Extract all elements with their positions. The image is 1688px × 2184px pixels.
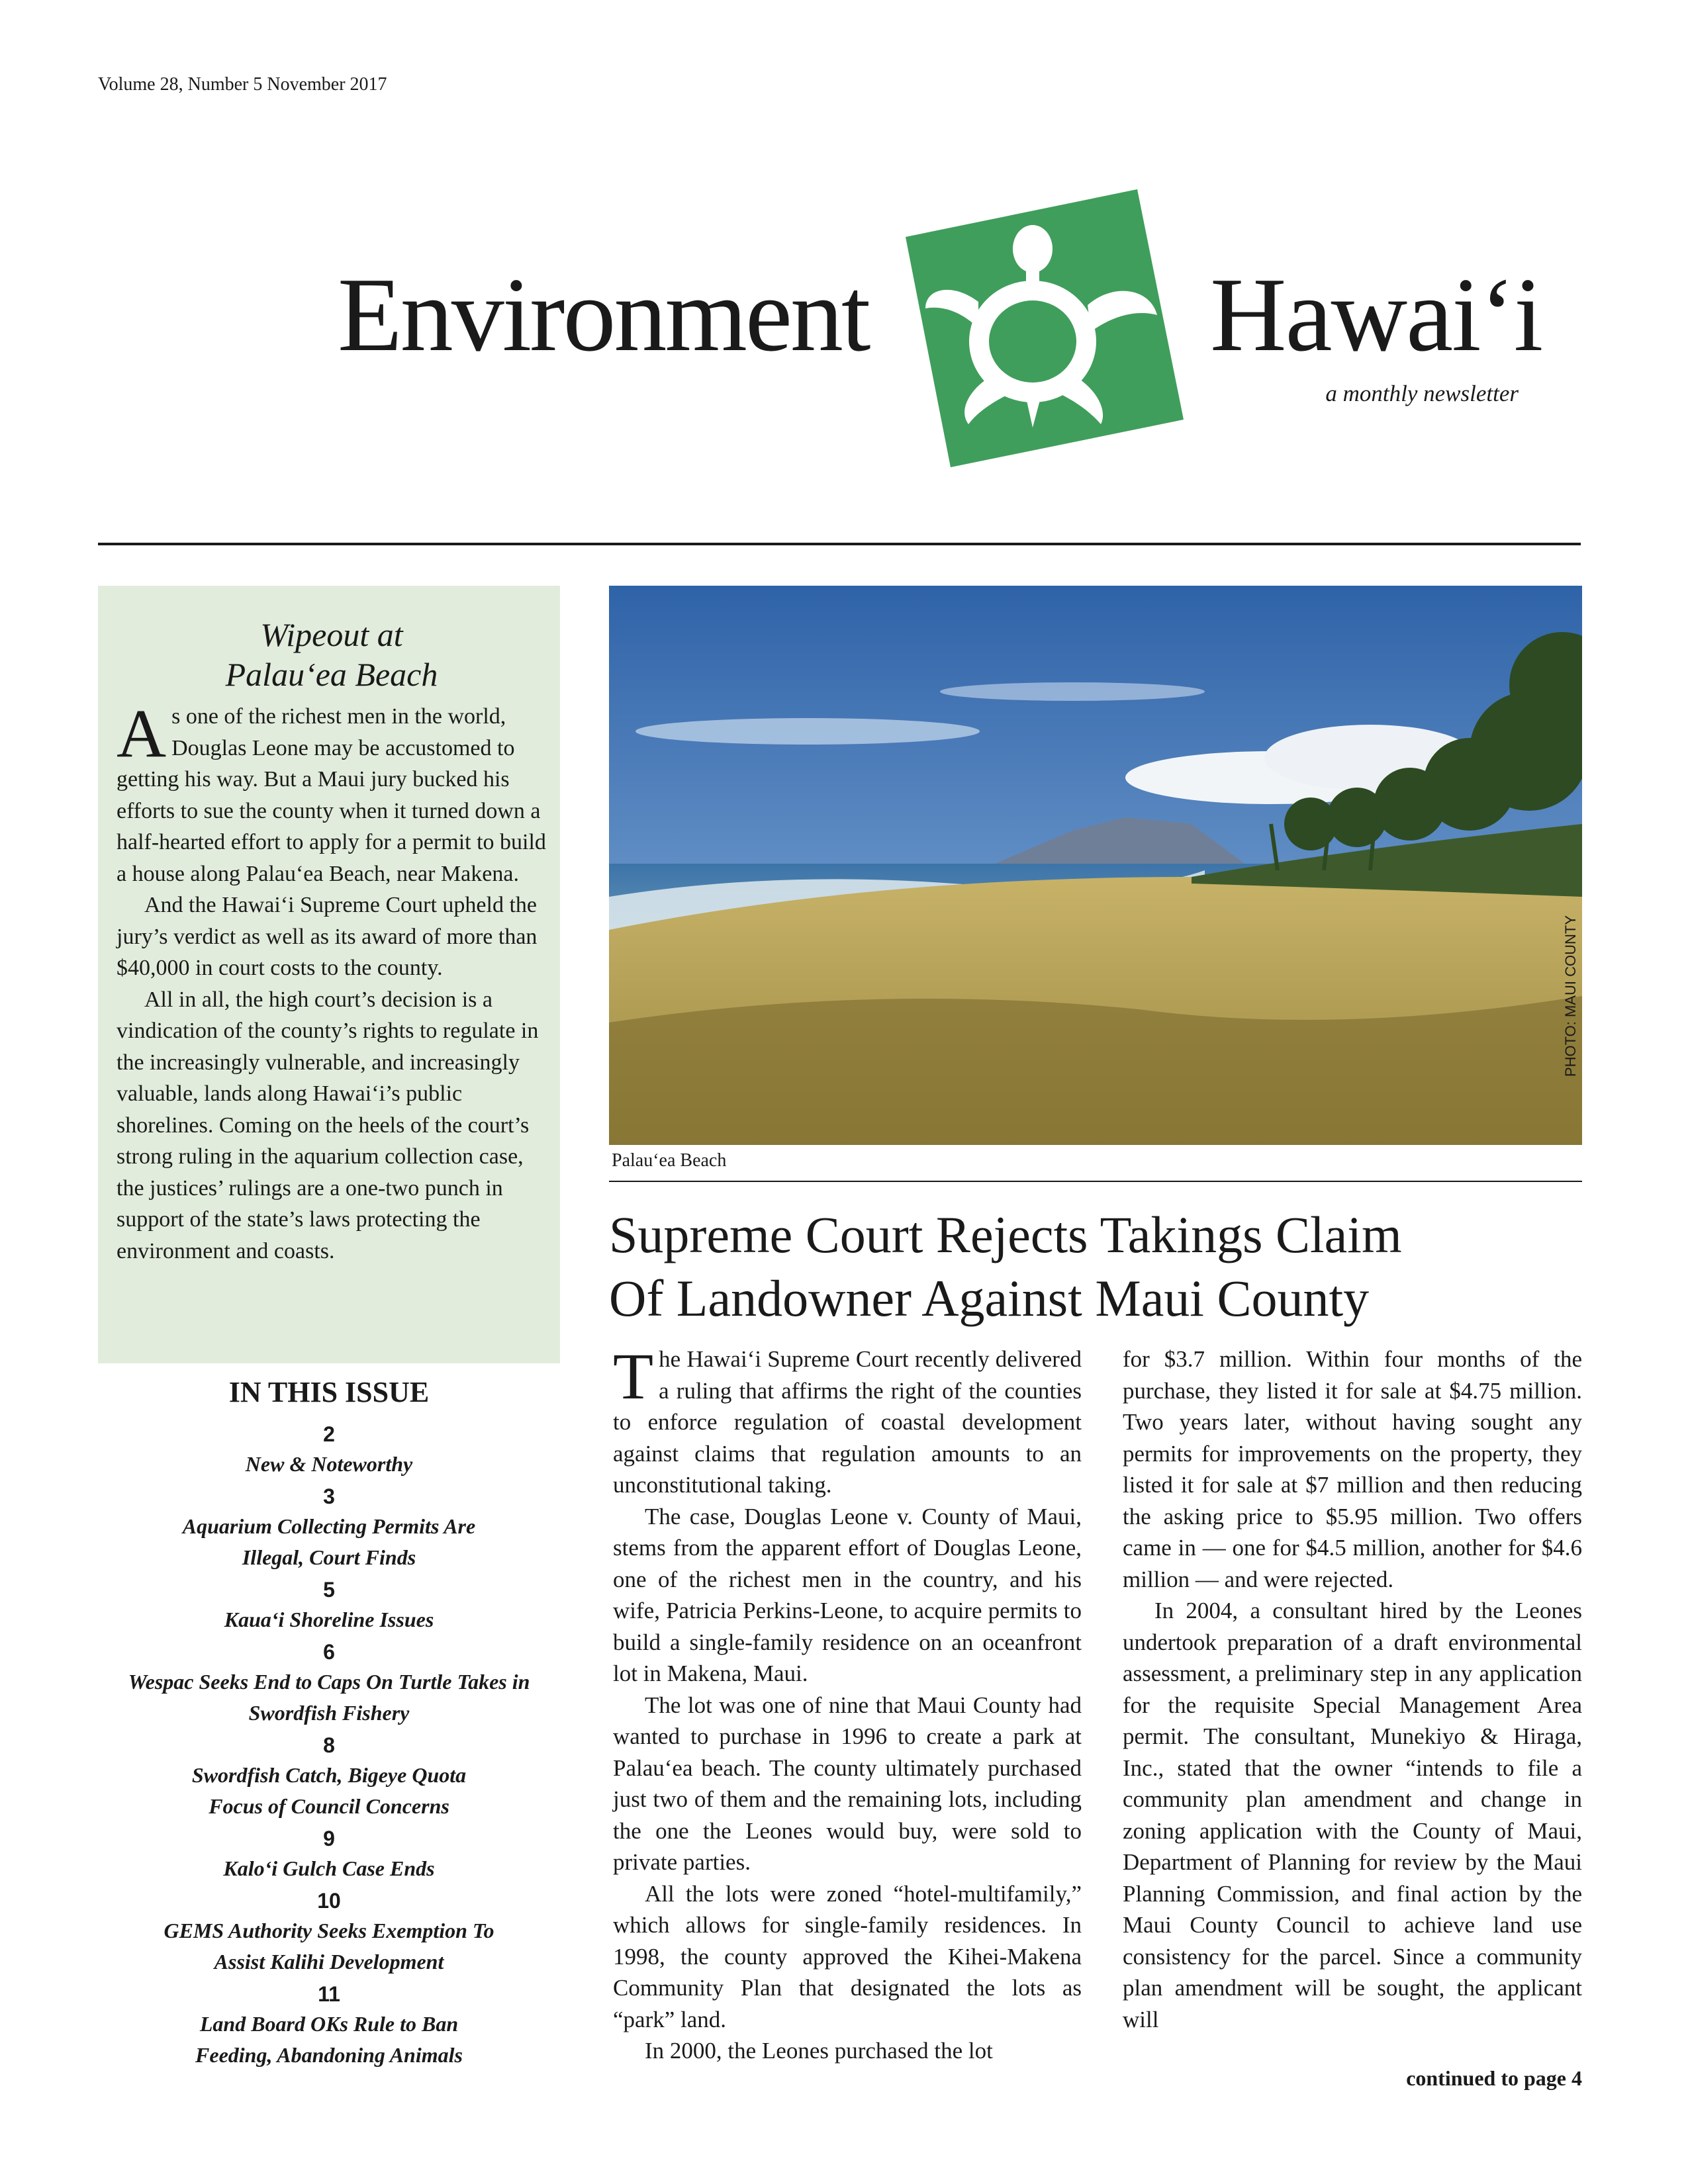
issue-page-number: 5 [323, 1578, 335, 1602]
issue-info: Volume 28, Number 5 November 2017 [98, 74, 387, 95]
sidebar-title-line: Palau‘ea Beach [225, 656, 438, 693]
drop-cap: T [613, 1340, 654, 1413]
tagline: a monthly newsletter [1325, 381, 1519, 406]
issue-page-number: 2 [323, 1422, 335, 1446]
photo-caption: Palau‘ea Beach [612, 1150, 727, 1171]
issue-page-number: 10 [317, 1889, 341, 1913]
sidebar-paragraph: And the Hawai‘i Supreme Court upheld the jury’s verdict as well as its award of more than $40,000 in court costs to the county. [117, 893, 538, 980]
in-this-issue [98, 1375, 560, 2073]
issue-title: Kalo‘i Gulch Case Ends [223, 1856, 435, 1880]
article-paragraph: for $3.7 million. Within four months of the purchase, they listed it for sale at $4.75 million. Two years later, without having sought any permits for improvements on the property, they listed it for sale at $7 million and then reducing the asking price to $5.95 million. Two offers came in — one for $4.5 million, another for $4.6 million — and were rejected. [1123, 1346, 1582, 1592]
article-column-2 [1123, 1343, 1582, 2035]
article-paragraph: In 2004, a consultant hired by the Leones undertook preparation of a draft environmental assessment, a preliminary step in any application for the requisite Special Management Area permit. The consultant, Munekiyo & Hiraga, Inc., stated that the owner “intends to file a community plan amendment and change in zoning application with the County of Maui, Department of Planning for review by the Maui Planning Commission, and final action by the Maui County Council to achieve land use consistency for the parcel. Since a community plan amendment will be sought, the applicant will [1123, 1598, 1582, 2032]
article-paragraph: In 2000, the Leones purchased the lot [645, 2038, 993, 2064]
sidebar-title-line: Wipeout at [260, 616, 403, 653]
sidebar-box [98, 586, 560, 1363]
masthead-title-left: Environment [338, 255, 869, 373]
issue-title: Kaua‘i Shoreline Issues [224, 1608, 434, 1631]
article-paragraph: All the lots were zoned “hotel-multifamily,” which allows for single-family residences. In 1998, the county approved the Kihei-Makena Community Plan that designated the lots as “park” land. [613, 1880, 1082, 2032]
issue-page-number: 8 [323, 1733, 335, 1757]
issue-page-number: 3 [323, 1484, 335, 1508]
issue-item[interactable] [98, 1482, 560, 1573]
drop-cap: A [117, 696, 167, 772]
issue-title: Aquarium Collecting Permits Are Illegal, Court Finds [182, 1514, 476, 1569]
sidebar-paragraph: All in all, the high court’s decision is a vindication of the county’s rights to regulate in the increasingly vulnerable, and increasingly valuable, lands along Hawai‘i’s public shorelines. Coming on the heels of the court’s strong ruling in the aquarium collection case, the justices’ rulings are a one-two punch in support of the state’s laws protecting the environment and coasts. [117, 987, 539, 1263]
issue-item[interactable] [98, 1420, 560, 1480]
headline-line: Of Landowner Against Maui County [609, 1269, 1370, 1327]
photo-credit [1558, 841, 1584, 1152]
masthead-divider [98, 543, 1581, 545]
article-paragraph: The case, Douglas Leone v. County of Maui, stems from the apparent effort of Douglas Leone, one of the richest men in the country, and his wife, Patricia Perkins-Leone, to acquire permits to build a single-family residence on an oceanfront lot in Makena, Maui. [613, 1503, 1082, 1686]
in-this-issue-heading: IN THIS ISSUE [228, 1376, 430, 1408]
issue-item[interactable] [98, 1886, 560, 1978]
issue-item[interactable] [98, 1637, 560, 1729]
article-headline [609, 1203, 1582, 1330]
issue-page-number: 6 [323, 1640, 335, 1664]
masthead-title-right: Hawai‘i [1210, 255, 1542, 373]
issue-item[interactable] [98, 1824, 560, 1884]
continued-link[interactable]: continued to page 4 [1406, 2066, 1582, 2090]
sidebar-paragraph: As one of the richest men in the world, Douglas Leone may be accustomed to getting his way. But a Maui jury bucked his efforts to sue the county when it turned down a half-hearted effort to apply for a permit to build a house along Palau‘ea Beach, near Makena. [117, 696, 546, 886]
issue-item[interactable] [98, 1575, 560, 1635]
issue-title: Land Board OKs Rule to Ban Feeding, Abandoning Animals [195, 2012, 463, 2067]
issue-item[interactable] [98, 1731, 560, 1822]
turtle-logo [879, 189, 1190, 467]
sidebar-title [117, 615, 547, 694]
issue-item[interactable] [98, 1979, 560, 2071]
caption-divider [609, 1181, 1582, 1182]
issue-page-number: 11 [318, 1982, 340, 2006]
issue-page-number: 9 [323, 1827, 335, 1850]
article-column-1 [613, 1340, 1082, 2067]
article-paragraph: The lot was one of nine that Maui County had wanted to purchase in 1996 to create a park at Palau‘ea beach. The county ultimately purchased just two of them and the remaining lots, including the one the Leones would buy, were sold to private parties. [613, 1692, 1082, 1875]
issue-title: New & Noteworthy [245, 1452, 413, 1476]
issue-title: GEMS Authority Seeks Exemption To Assist Kalihi Development [164, 1919, 494, 1974]
issue-title: Swordfish Catch, Bigeye Quota Focus of Council Concerns [191, 1763, 467, 1818]
article-paragraph: The Hawai‘i Supreme Court recently delivered a ruling that affirms the right of the counties to enforce regulation of coastal development against claims that regulation amounts to an unconstitutional taking. [613, 1340, 1082, 1498]
beach-photo [609, 586, 1582, 1145]
issue-title: Wespac Seeks End to Caps On Turtle Takes in Swordfish Fishery [128, 1670, 530, 1725]
headline-line: Supreme Court Rejects Takings Claim [609, 1206, 1402, 1263]
photo-credit-text: PHOTO: MAUI COUNTY [1562, 915, 1579, 1077]
